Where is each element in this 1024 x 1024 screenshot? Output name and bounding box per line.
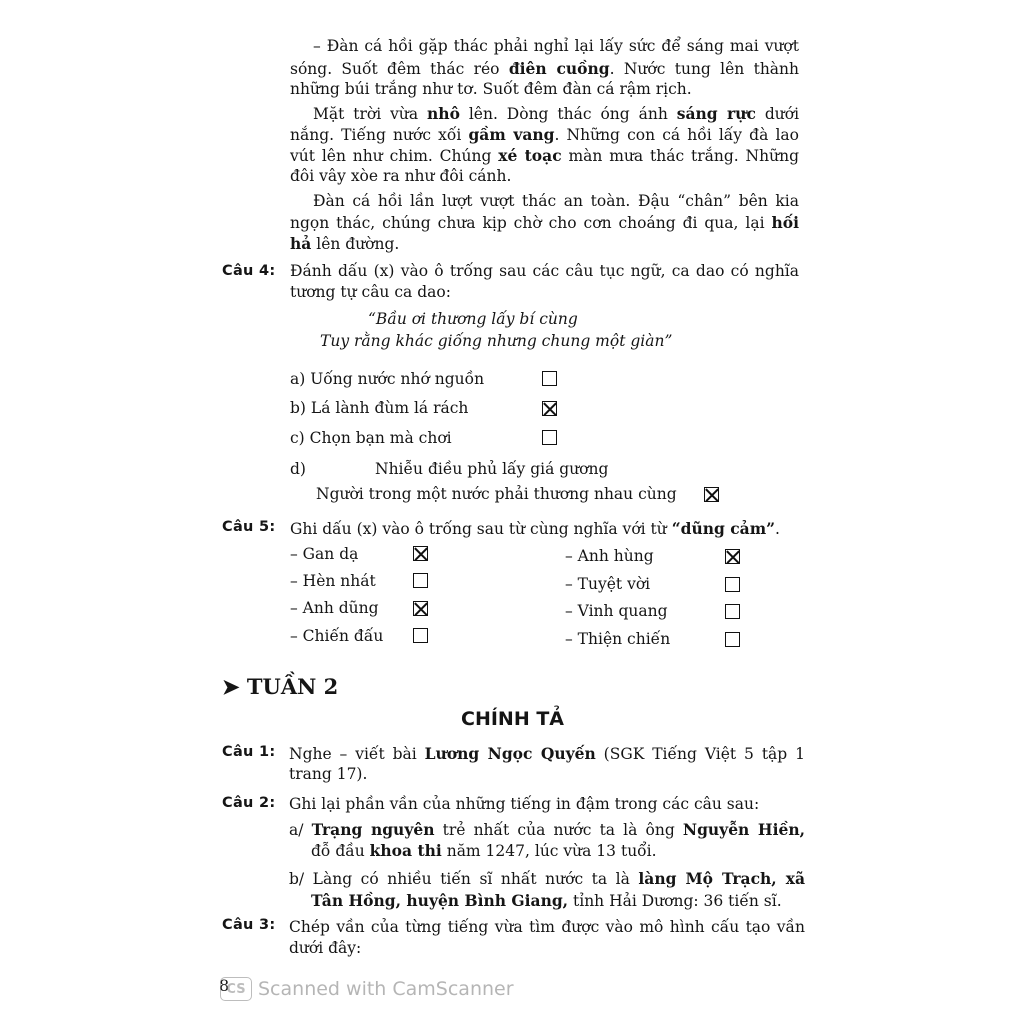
question-text-line: a/ <box>289 821 312 839</box>
item-b-line <box>289 868 805 890</box>
passage-text: Đàn cá hồi lần lượt vượt thác an toàn. Đậu “chân” bên kia <box>313 192 799 210</box>
word-option-left: – Hèn nhát <box>290 572 376 590</box>
bold-word: xé toạc <box>498 146 562 165</box>
passage-line <box>290 79 692 100</box>
word-checkbox-left[interactable] <box>413 628 428 643</box>
question-text <box>290 518 780 540</box>
passage-text: dưới <box>755 105 800 123</box>
camscanner-watermark <box>220 977 514 1001</box>
bold-word: hả <box>290 234 312 253</box>
question-label: Câu 2: <box>222 795 276 811</box>
passage-text: vút lên như chim. Chúng <box>290 147 499 165</box>
question-text <box>290 261 799 282</box>
bold-word: nhô <box>427 104 460 123</box>
section-title: CHÍNH TẢ <box>461 708 564 730</box>
question-text-line: trẻ nhất của nước ta là ông <box>434 821 683 839</box>
passage-line <box>290 166 511 187</box>
option-c: c) Chọn bạn mà chơi <box>290 429 452 447</box>
question-text <box>289 917 805 938</box>
passage-text: đôi vây xòe ra như đôi cánh. <box>290 167 512 185</box>
passage-text: . Nước tung lên thành <box>609 60 800 78</box>
question-text-line: Đánh dấu (x) vào ô trống sau các câu tục ngữ, ca dao có nghĩa <box>290 262 799 280</box>
question-text-line: tỉnh Hải Dương: 36 tiến sĩ. <box>568 892 782 910</box>
question-text-line: năm 1247, lúc vừa 13 tuổi. <box>441 842 657 860</box>
passage-line <box>313 191 799 212</box>
option-d-letter: d) <box>290 460 306 478</box>
question-text: dưới đây: <box>289 939 362 957</box>
question-text-line: b/ Làng có nhiều tiến sĩ nhất nước ta là <box>289 870 639 888</box>
week-title: TUẦN 2 <box>246 674 339 699</box>
bold-word: làng Mộ Trạch, xã <box>638 869 805 888</box>
passage-text: ngọn thác, chúng chưa kịp chờ cho cơn choáng đi qua, lại <box>290 214 772 232</box>
page-number: 8 <box>219 976 230 995</box>
question-label: Câu 5: <box>222 519 276 535</box>
passage-line <box>313 103 799 125</box>
word-option-left: – Gan dạ <box>290 545 359 563</box>
bold-word: gầm vang <box>468 125 555 144</box>
question-label: Câu 1: <box>222 744 276 760</box>
word-checkbox-left[interactable] <box>413 573 428 588</box>
passage-text: nắng. Tiếng nước xối <box>290 126 469 144</box>
word-option-right: – Thiện chiến <box>565 630 671 648</box>
passage-text: màn mưa thác trắng. Những <box>561 147 799 165</box>
word-option-right: – Anh hùng <box>565 547 654 565</box>
bold-word: Nguyễn Hiền, <box>682 820 805 839</box>
option-a: a) Uống nước nhớ nguồn <box>290 370 485 388</box>
passage-text: Mặt trời vừa <box>313 105 428 123</box>
passage-line <box>290 233 399 255</box>
question-text-line: Ghi dấu (x) vào ô trống sau từ cùng nghĩa với từ <box>290 520 672 538</box>
word-checkbox-right[interactable] <box>725 632 740 647</box>
word-checkbox-right[interactable] <box>725 549 740 564</box>
item-a-line <box>311 840 657 862</box>
quote-line: “Bầu ơi thương lấy bí cùng <box>368 310 578 328</box>
bold-word: điên cuồng <box>508 59 610 78</box>
option-d-line-2: Người trong một nước phải thương nhau cùng <box>316 485 677 503</box>
word-checkbox-right[interactable] <box>725 604 740 619</box>
passage-line <box>313 36 799 57</box>
word-option-left: – Chiến đấu <box>290 627 384 645</box>
watermark-text: Scanned with CamScanner <box>258 978 514 1000</box>
word-checkbox-left[interactable] <box>413 546 428 561</box>
word-option-left: – Anh dũng <box>290 599 379 617</box>
passage-text: lên đường. <box>311 235 400 253</box>
question-text-line: (SGK Tiếng Việt 5 tập 1 <box>595 745 805 763</box>
question-text <box>289 743 805 765</box>
option-d-line-1: Nhiễu điều phủ lấy giá gương <box>375 460 609 478</box>
option-a-checkbox[interactable] <box>542 371 557 386</box>
question-label: Câu 3: <box>222 917 276 933</box>
word-checkbox-left[interactable] <box>413 601 428 616</box>
question-text: tương tự câu ca dao: <box>290 283 451 301</box>
option-d-checkbox[interactable] <box>704 487 719 502</box>
question-text-line: . <box>775 520 780 538</box>
bold-word: Lương Ngọc Quyến <box>424 744 596 763</box>
bold-word: Trạng nguyên <box>311 820 435 839</box>
arrow-icon: ➤ <box>222 674 240 699</box>
word-option-right: – Vinh quang <box>565 602 668 620</box>
word-checkbox-right[interactable] <box>725 577 740 592</box>
camscanner-logo-icon: CS <box>220 977 252 1001</box>
option-c-checkbox[interactable] <box>542 430 557 445</box>
item-a-line <box>289 819 805 841</box>
passage-line <box>290 58 799 80</box>
passage-text: sóng. Suốt đêm thác réo <box>290 60 509 78</box>
passage-text: – Đàn cá hồi gặp thác phải nghỉ lại lấy sức để sáng mai vượt <box>313 37 799 55</box>
passage-line <box>290 124 799 146</box>
question-text-line: Nghe – viết bài <box>289 745 425 763</box>
bold-word: sáng rực <box>676 104 756 123</box>
week-heading <box>222 674 338 700</box>
question-label: Câu 4: <box>222 263 276 279</box>
passage-text: . Những con cá hồi lấy đà lao <box>554 126 799 144</box>
passage-line <box>290 145 799 167</box>
passage-text: những búi trắng như tơ. Suốt đêm đàn cá rậm rịch. <box>290 80 692 98</box>
word-option-right: – Tuyệt vời <box>565 575 651 593</box>
item-b-line <box>311 890 782 912</box>
option-b: b) Lá lành đùm lá rách <box>290 399 469 417</box>
option-b-checkbox[interactable] <box>542 401 557 416</box>
bold-word: “dũng cảm” <box>671 519 776 538</box>
bold-word: khoa thi <box>369 841 442 860</box>
quote-line: Tuy rằng khác giống nhưng chung một giàn” <box>320 332 673 350</box>
question-text-line: đỗ đầu <box>311 842 370 860</box>
question-text-line: Chép vần của từng tiếng vừa tìm được vào mô hình cấu tạo vần <box>289 918 805 936</box>
question-text: trang 17). <box>289 765 368 783</box>
question-text: Ghi lại phần vần của những tiếng in đậm trong các câu sau: <box>289 795 760 813</box>
bold-word: hối <box>771 213 799 232</box>
passage-line <box>290 212 799 234</box>
passage-text: lên. Dòng thác óng ánh <box>459 105 677 123</box>
bold-word: Tân Hồng, huyện Bình Giang, <box>311 891 569 910</box>
